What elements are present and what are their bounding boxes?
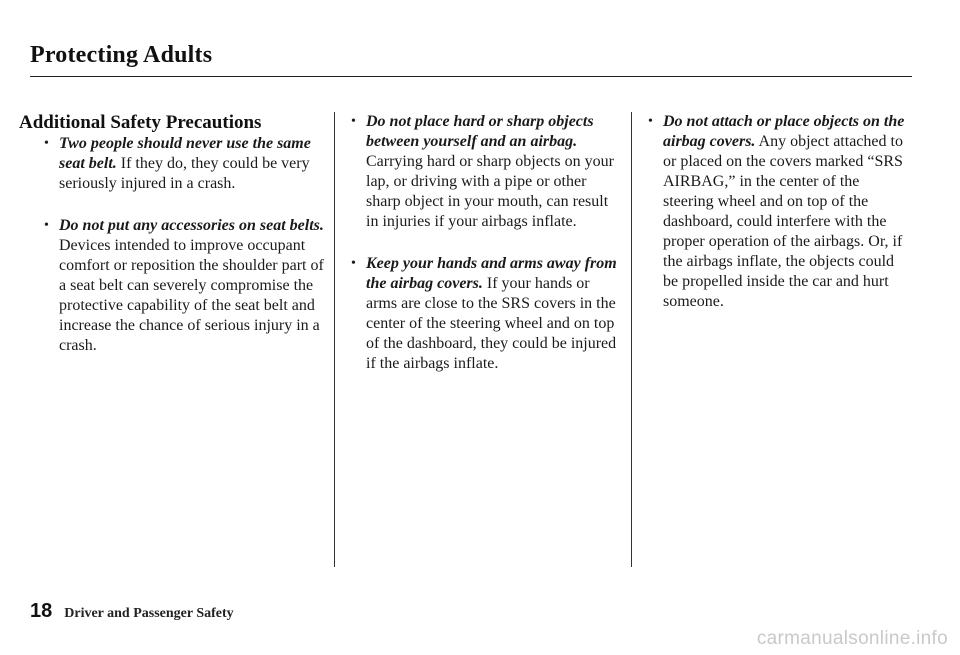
bullet-dot-icon: •	[44, 136, 49, 151]
bullet-dot-icon: •	[351, 256, 356, 271]
page-number: 18	[30, 600, 53, 622]
list-item	[643, 112, 913, 312]
column-divider-right	[631, 112, 632, 567]
page-footer	[30, 600, 234, 623]
bullet-body: If they do, they could be very seriously injured in a crash.	[59, 155, 310, 192]
bullet-dot-icon: •	[648, 114, 653, 129]
column-divider-left	[334, 112, 335, 567]
list-item	[39, 216, 324, 356]
bullet-lead: Do not put any accessories on seat belts.	[59, 217, 324, 234]
section-title: Additional Safety Precautions	[19, 112, 262, 133]
bullet-body: Devices intended to improve occupant comfort or reposition the shoulder part of a seat belt can severely compromise the protective capability of the seat belt and increase the chance of serious injury in a crash.	[59, 237, 324, 354]
header-divider	[30, 76, 912, 77]
bullet-lead: Two people should never use the same seat belt.	[59, 135, 311, 172]
column-2	[346, 112, 621, 396]
bullet-lead: Do not place hard or sharp objects between yourself and an airbag.	[366, 113, 594, 150]
bullet-dot-icon: •	[44, 218, 49, 233]
bullet-dot-icon: •	[351, 114, 356, 129]
list-item	[346, 254, 621, 374]
bullet-lead: Keep your hands and arms away from the airbag covers.	[366, 255, 617, 292]
list-item	[346, 112, 621, 232]
watermark-text: carmanualsonline.info	[756, 628, 948, 649]
list-item	[39, 134, 324, 194]
bullet-body: If your hands or arms are close to the SRS covers in the center of the steering wheel and on top of the dashboard, they could be injured if the airbags inflate.	[366, 275, 617, 372]
column-1	[19, 112, 324, 378]
bullet-lead: Do not attach or place objects on the airbag covers.	[663, 113, 905, 150]
bullet-body: Any object attached to or placed on the covers marked “SRS AIRBAG,” in the center of the steering wheel and on top of the dashboard, could interfere with the proper operation of the airbags. Or, if the airbags inflate, the objects could be propelled inside the car and hurt someone.	[663, 133, 903, 310]
footer-section-title: Driver and Passenger Safety	[64, 606, 234, 621]
column-3	[643, 112, 913, 334]
page-title: Protecting Adults	[30, 42, 213, 68]
bullet-body: Carrying hard or sharp objects on your lap, or driving with a pipe or other sharp object in your mouth, can result in injuries if your airbags inflate.	[366, 153, 614, 230]
